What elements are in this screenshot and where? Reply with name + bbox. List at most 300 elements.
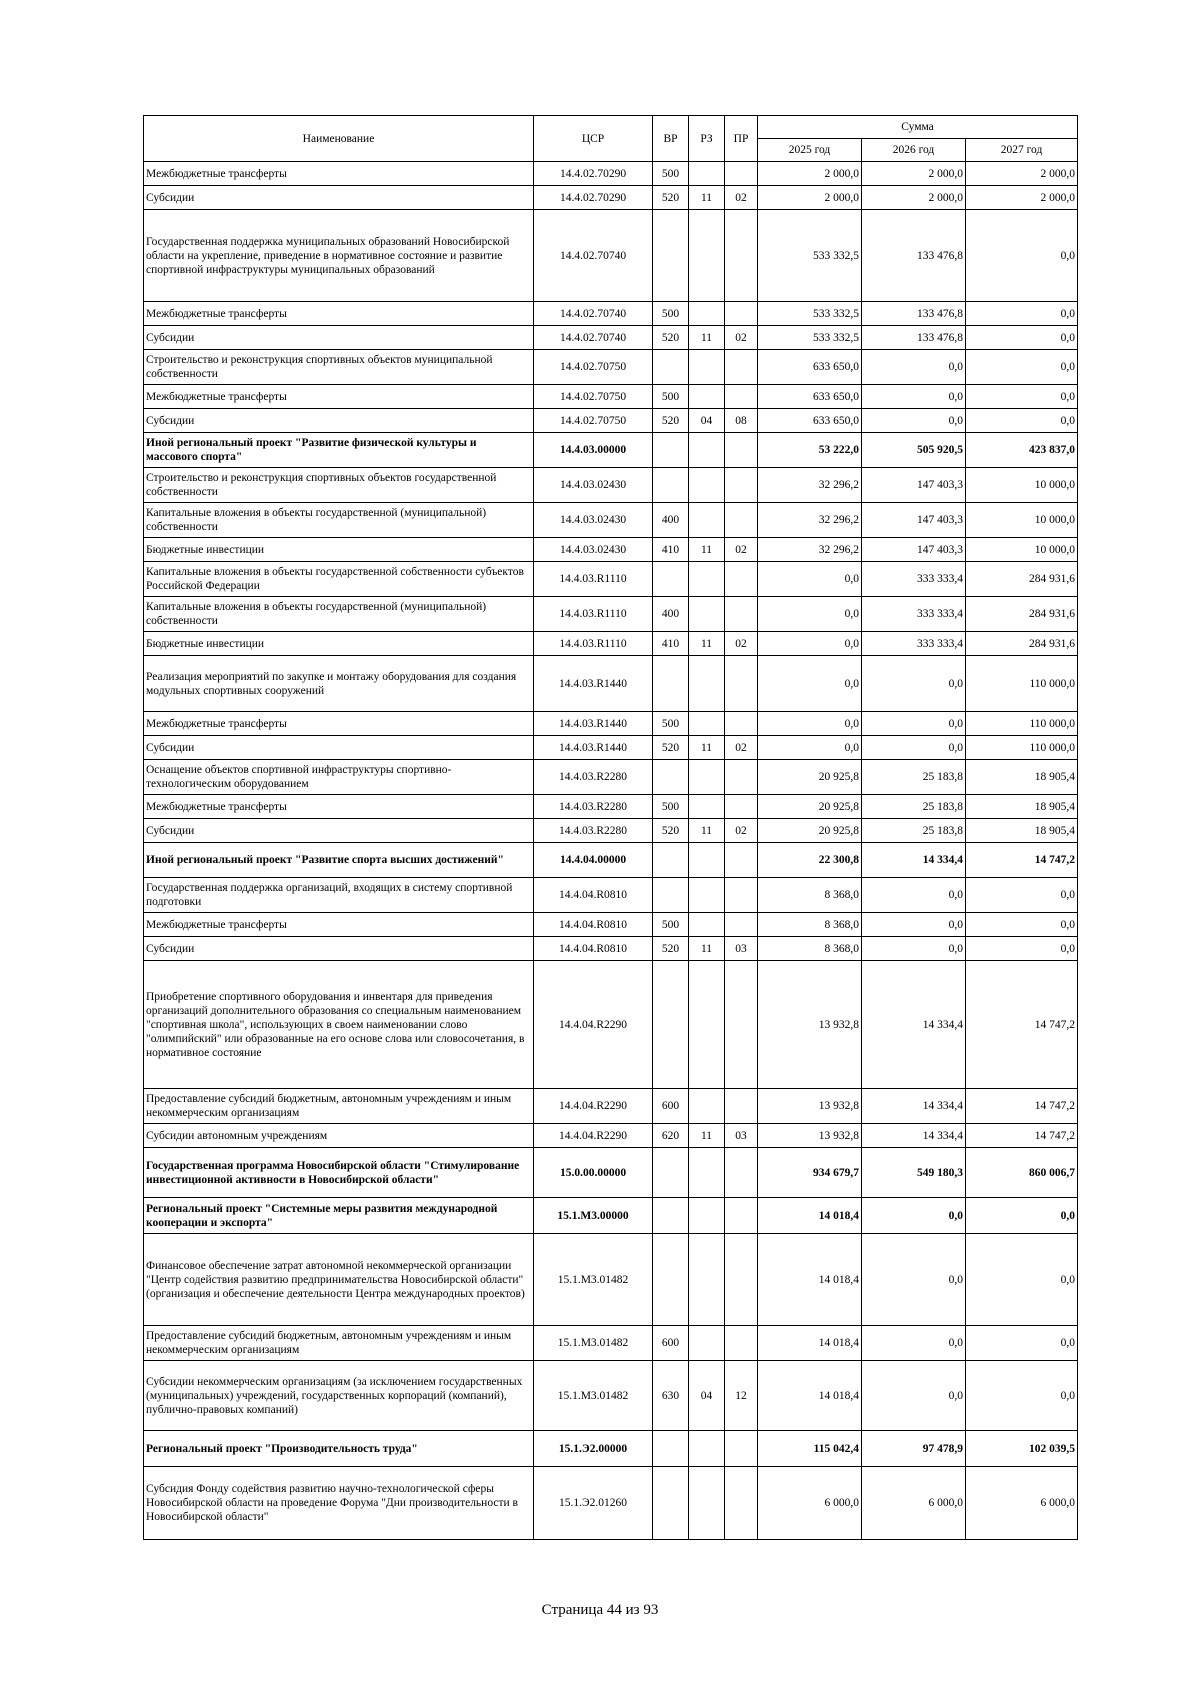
row-vr [653,961,689,1089]
table-row [144,468,1078,503]
row-rz [689,1198,725,1234]
row-sum-2027: 10 000,0 [966,503,1078,538]
row-sum-2025: 13 932,8 [758,1124,862,1148]
table-row [144,961,1078,1089]
row-sum-2025: 14 018,4 [758,1198,862,1234]
table-row [144,210,1078,302]
row-rz [689,878,725,913]
row-sum-2025: 0,0 [758,597,862,632]
table-row [144,913,1078,937]
row-sum-2025: 0,0 [758,562,862,597]
row-vr [653,656,689,712]
row-rz: 11 [689,186,725,210]
row-sum-2026: 14 334,4 [862,961,966,1089]
row-name: Межбюджетные трансферты [144,712,534,736]
row-name: Реализация мероприятий по закупке и монтажу оборудования для создания модульных спортивных сооружений [144,656,534,712]
row-name: Межбюджетные трансферты [144,302,534,326]
table-row-program [144,1431,1078,1467]
row-name: Предоставление субсидий бюджетным, автономным учреждениям и иным некоммерческим организациям [144,1326,534,1361]
row-csr: 14.4.03.R2280 [534,819,653,843]
row-pr: 03 [725,1124,758,1148]
row-sum-2026: 133 476,8 [862,210,966,302]
row-vr: 520 [653,409,689,433]
table-row-program [144,1198,1078,1234]
row-pr [725,468,758,503]
table-row [144,1234,1078,1326]
row-name: Субсидии [144,819,534,843]
row-csr: 14.4.02.70290 [534,162,653,186]
row-name: Государственная поддержка муниципальных образований Новосибирской области на укрепление, приведение в нормативное состояние и развитие спортивной инфраструктуры муниципальных образований [144,210,534,302]
row-name: Предоставление субсидий бюджетным, автономным учреждениям и иным некоммерческим организациям [144,1089,534,1124]
row-sum-2027: 2 000,0 [966,162,1078,186]
row-vr: 600 [653,1089,689,1124]
table-row [144,878,1078,913]
header-csr: ЦСР [534,116,653,162]
row-pr: 02 [725,736,758,760]
row-rz: 11 [689,326,725,350]
table-row [144,562,1078,597]
row-pr [725,210,758,302]
row-vr [653,760,689,795]
table-row [144,1467,1078,1540]
row-sum-2025: 22 300,8 [758,843,862,878]
table-row-program [144,433,1078,468]
row-vr: 520 [653,326,689,350]
row-vr: 520 [653,937,689,961]
table-row [144,1089,1078,1124]
row-pr [725,503,758,538]
row-vr [653,350,689,385]
table-row [144,712,1078,736]
row-pr [725,1198,758,1234]
row-rz [689,350,725,385]
row-csr: 14.4.03.02430 [534,468,653,503]
row-pr [725,843,758,878]
row-name: Межбюджетные трансферты [144,913,534,937]
row-pr [725,385,758,409]
row-vr [653,1431,689,1467]
row-sum-2025: 0,0 [758,736,862,760]
row-pr [725,562,758,597]
row-sum-2026: 2 000,0 [862,162,966,186]
row-name: Государственная программа Новосибирской области "Стимулирование инвестиционной активности в Новосибирской области" [144,1148,534,1198]
row-pr [725,1467,758,1540]
row-csr: 15.1.М3.01482 [534,1326,653,1361]
row-name: Бюджетные инвестиции [144,538,534,562]
row-name: Иной региональный проект "Развитие физической культуры и массового спорта" [144,433,534,468]
row-sum-2025: 13 932,8 [758,961,862,1089]
row-csr: 15.0.00.00000 [534,1148,653,1198]
row-sum-2025: 13 932,8 [758,1089,862,1124]
row-sum-2026: 147 403,3 [862,503,966,538]
row-rz [689,961,725,1089]
row-sum-2026: 0,0 [862,1234,966,1326]
row-csr: 14.4.04.R2290 [534,1124,653,1148]
row-sum-2025: 115 042,4 [758,1431,862,1467]
row-vr [653,1234,689,1326]
row-sum-2026: 549 180,3 [862,1148,966,1198]
row-pr: 08 [725,409,758,433]
row-csr: 15.1.М3.01482 [534,1361,653,1431]
row-csr: 14.4.03.R1110 [534,597,653,632]
row-csr: 14.4.02.70750 [534,385,653,409]
row-rz [689,562,725,597]
row-csr: 15.1.Э2.01260 [534,1467,653,1540]
table-row [144,632,1078,656]
row-csr: 14.4.02.70740 [534,302,653,326]
row-name: Государственная поддержка организаций, входящих в систему спортивной подготовки [144,878,534,913]
row-sum-2026: 25 183,8 [862,760,966,795]
row-rz: 11 [689,538,725,562]
row-sum-2025: 0,0 [758,656,862,712]
row-rz [689,162,725,186]
table-row [144,597,1078,632]
row-pr [725,162,758,186]
row-rz: 11 [689,937,725,961]
table-row [144,302,1078,326]
row-rz [689,468,725,503]
row-sum-2026: 6 000,0 [862,1467,966,1540]
row-name: Субсидии [144,736,534,760]
row-rz: 11 [689,1124,725,1148]
row-sum-2027: 110 000,0 [966,736,1078,760]
row-vr: 630 [653,1361,689,1431]
row-sum-2025: 2 000,0 [758,162,862,186]
row-sum-2027: 18 905,4 [966,795,1078,819]
row-sum-2025: 934 679,7 [758,1148,862,1198]
row-sum-2026: 14 334,4 [862,1089,966,1124]
row-sum-2026: 0,0 [862,1326,966,1361]
row-name: Субсидии [144,326,534,350]
row-name: Приобретение спортивного оборудования и инвентаря для приведения организаций дополнительного образования со специальным наименованием "спортивная школа", использующих в своем наименовании слово "олимпийский" или образованные на его основе слова или словосочетания, в нормативное состояние [144,961,534,1089]
row-sum-2026: 0,0 [862,1198,966,1234]
table-row [144,1326,1078,1361]
row-csr: 14.4.03.R1440 [534,736,653,760]
row-sum-2027: 10 000,0 [966,468,1078,503]
row-name: Межбюджетные трансферты [144,385,534,409]
row-sum-2027: 0,0 [966,1361,1078,1431]
row-sum-2026: 0,0 [862,1361,966,1431]
row-vr: 500 [653,913,689,937]
table-row [144,656,1078,712]
row-name: Субсидия Фонду содействия развитию научно-технологической сферы Новосибирской области на проведение Форума "Дни производительности в Новосибирской области" [144,1467,534,1540]
table-row [144,326,1078,350]
row-csr: 15.1.М3.00000 [534,1198,653,1234]
row-sum-2025: 14 018,4 [758,1326,862,1361]
row-vr: 520 [653,186,689,210]
row-name: Капитальные вложения в объекты государственной (муниципальной) собственности [144,503,534,538]
row-pr: 02 [725,186,758,210]
row-csr: 14.4.04.R2290 [534,961,653,1089]
header-pr: ПР [725,116,758,162]
row-sum-2025: 20 925,8 [758,760,862,795]
row-pr: 12 [725,1361,758,1431]
table-row-program [144,843,1078,878]
row-rz: 11 [689,819,725,843]
row-vr [653,468,689,503]
row-vr [653,878,689,913]
row-vr: 400 [653,503,689,538]
row-pr: 02 [725,819,758,843]
table-row [144,1361,1078,1431]
row-sum-2026: 14 334,4 [862,843,966,878]
row-sum-2025: 53 222,0 [758,433,862,468]
table-row [144,538,1078,562]
row-pr [725,1326,758,1361]
row-name: Региональный проект "Производительность труда" [144,1431,534,1467]
row-sum-2025: 8 368,0 [758,878,862,913]
row-sum-2026: 147 403,3 [862,468,966,503]
row-vr [653,562,689,597]
row-name: Субсидии некоммерческим организациям (за исключением государственных (муниципальных) учреждений, государственных корпораций (компаний), публично-правовых компаний) [144,1361,534,1431]
row-sum-2026: 133 476,8 [862,302,966,326]
row-sum-2027: 6 000,0 [966,1467,1078,1540]
row-pr [725,350,758,385]
header-sum: Сумма [758,116,1078,139]
row-csr: 14.4.03.02430 [534,503,653,538]
row-rz [689,597,725,632]
row-csr: 14.4.02.70740 [534,210,653,302]
row-sum-2025: 8 368,0 [758,913,862,937]
row-sum-2027: 0,0 [966,302,1078,326]
row-pr [725,597,758,632]
row-pr [725,1234,758,1326]
row-rz [689,913,725,937]
header-year-2027: 2027 год [966,139,1078,162]
row-rz [689,1089,725,1124]
row-sum-2025: 2 000,0 [758,186,862,210]
row-sum-2026: 0,0 [862,409,966,433]
row-sum-2025: 533 332,5 [758,302,862,326]
header-name: Наименование [144,116,534,162]
table-row [144,795,1078,819]
table-row [144,819,1078,843]
row-csr: 14.4.04.R0810 [534,913,653,937]
row-sum-2027: 110 000,0 [966,656,1078,712]
row-sum-2025: 633 650,0 [758,385,862,409]
row-csr: 14.4.04.R0810 [534,937,653,961]
row-vr [653,843,689,878]
row-sum-2027: 284 931,6 [966,632,1078,656]
row-rz [689,795,725,819]
header-year-2025: 2025 год [758,139,862,162]
row-vr [653,1467,689,1540]
row-rz [689,302,725,326]
row-sum-2025: 533 332,5 [758,210,862,302]
row-rz [689,843,725,878]
row-name: Межбюджетные трансферты [144,795,534,819]
row-vr [653,1198,689,1234]
row-sum-2027: 14 747,2 [966,961,1078,1089]
row-sum-2027: 0,0 [966,350,1078,385]
row-sum-2027: 0,0 [966,937,1078,961]
row-name: Региональный проект "Системные меры развития международной кооперации и экспорта" [144,1198,534,1234]
row-csr: 14.4.03.R1110 [534,562,653,597]
row-vr: 410 [653,538,689,562]
table-row [144,186,1078,210]
table-row [144,162,1078,186]
table-row-program [144,1148,1078,1198]
row-sum-2026: 133 476,8 [862,326,966,350]
row-sum-2027: 18 905,4 [966,760,1078,795]
row-sum-2027: 0,0 [966,1326,1078,1361]
row-rz [689,656,725,712]
row-sum-2025: 14 018,4 [758,1234,862,1326]
row-vr: 520 [653,819,689,843]
row-sum-2027: 0,0 [966,1234,1078,1326]
row-sum-2027: 423 837,0 [966,433,1078,468]
row-csr: 14.4.04.R2290 [534,1089,653,1124]
table-row [144,937,1078,961]
table-header [144,116,1078,162]
row-sum-2027: 102 039,5 [966,1431,1078,1467]
row-vr: 500 [653,302,689,326]
row-pr [725,795,758,819]
row-pr: 02 [725,326,758,350]
row-pr: 02 [725,538,758,562]
row-sum-2027: 0,0 [966,409,1078,433]
row-pr [725,961,758,1089]
row-sum-2025: 633 650,0 [758,350,862,385]
row-rz [689,1234,725,1326]
row-csr: 14.4.04.00000 [534,843,653,878]
row-sum-2026: 2 000,0 [862,186,966,210]
budget-table [143,115,1078,1540]
row-name: Капитальные вложения в объекты государственной собственности субъектов Российской Федерации [144,562,534,597]
row-sum-2027: 14 747,2 [966,1089,1078,1124]
header-year-2026: 2026 год [862,139,966,162]
row-sum-2026: 333 333,4 [862,597,966,632]
row-name: Межбюджетные трансферты [144,162,534,186]
row-rz: 04 [689,1361,725,1431]
row-sum-2025: 633 650,0 [758,409,862,433]
row-rz [689,1467,725,1540]
row-sum-2025: 0,0 [758,632,862,656]
row-sum-2026: 0,0 [862,385,966,409]
row-sum-2026: 147 403,3 [862,538,966,562]
row-pr: 03 [725,937,758,961]
row-name: Бюджетные инвестиции [144,632,534,656]
table-row [144,385,1078,409]
row-csr: 14.4.03.R1110 [534,632,653,656]
row-vr: 400 [653,597,689,632]
row-sum-2025: 32 296,2 [758,538,862,562]
row-pr [725,712,758,736]
row-sum-2027: 0,0 [966,210,1078,302]
row-rz [689,760,725,795]
row-name: Субсидии [144,409,534,433]
row-vr: 600 [653,1326,689,1361]
row-pr [725,1089,758,1124]
row-sum-2025: 32 296,2 [758,503,862,538]
row-pr [725,878,758,913]
row-csr: 14.4.03.R1440 [534,712,653,736]
row-name: Субсидии [144,186,534,210]
row-sum-2027: 14 747,2 [966,1124,1078,1148]
row-csr: 14.4.03.R1440 [534,656,653,712]
row-sum-2027: 110 000,0 [966,712,1078,736]
row-pr [725,1148,758,1198]
row-vr [653,1148,689,1198]
row-sum-2026: 0,0 [862,656,966,712]
row-rz: 11 [689,632,725,656]
row-name: Финансовое обеспечение затрат автономной некоммерческой организации "Центр содействия развитию предпринимательства Новосибирской области" (организация и обеспечение деятельности Центра международных проектов) [144,1234,534,1326]
row-csr: 14.4.02.70740 [534,326,653,350]
table-row [144,350,1078,385]
row-name: Строительство и реконструкция спортивных объектов государственной собственности [144,468,534,503]
row-sum-2026: 333 333,4 [862,632,966,656]
row-vr: 410 [653,632,689,656]
row-csr: 14.4.02.70750 [534,350,653,385]
row-rz [689,385,725,409]
row-sum-2026: 0,0 [862,736,966,760]
row-rz [689,1326,725,1361]
row-sum-2026: 0,0 [862,878,966,913]
row-sum-2025: 20 925,8 [758,795,862,819]
row-vr: 500 [653,795,689,819]
row-sum-2027: 0,0 [966,1198,1078,1234]
row-sum-2026: 0,0 [862,937,966,961]
row-sum-2026: 0,0 [862,712,966,736]
row-sum-2026: 333 333,4 [862,562,966,597]
row-name: Капитальные вложения в объекты государственной (муниципальной) собственности [144,597,534,632]
row-vr: 500 [653,385,689,409]
row-sum-2026: 25 183,8 [862,795,966,819]
row-pr [725,1431,758,1467]
row-csr: 14.4.03.02430 [534,538,653,562]
row-vr: 520 [653,736,689,760]
row-rz [689,712,725,736]
row-sum-2025: 533 332,5 [758,326,862,350]
row-csr: 14.4.04.R0810 [534,878,653,913]
table-row [144,503,1078,538]
row-csr: 14.4.02.70750 [534,409,653,433]
table-row [144,409,1078,433]
row-sum-2025: 14 018,4 [758,1361,862,1431]
row-name: Оснащение объектов спортивной инфраструктуры спортивно-технологическим оборудованием [144,760,534,795]
row-sum-2027: 0,0 [966,326,1078,350]
row-sum-2026: 14 334,4 [862,1124,966,1148]
table-row [144,1124,1078,1148]
row-sum-2027: 0,0 [966,913,1078,937]
row-sum-2025: 6 000,0 [758,1467,862,1540]
row-pr: 02 [725,632,758,656]
row-sum-2027: 10 000,0 [966,538,1078,562]
table-row [144,736,1078,760]
row-sum-2025: 0,0 [758,712,862,736]
row-csr: 14.4.03.00000 [534,433,653,468]
row-name: Субсидии [144,937,534,961]
row-rz: 11 [689,736,725,760]
row-rz [689,210,725,302]
row-csr: 14.4.03.R2280 [534,795,653,819]
row-rz [689,433,725,468]
row-sum-2025: 32 296,2 [758,468,862,503]
row-csr: 15.1.М3.01482 [534,1234,653,1326]
row-vr [653,433,689,468]
header-vr: ВР [653,116,689,162]
row-vr: 620 [653,1124,689,1148]
row-sum-2026: 25 183,8 [862,819,966,843]
row-vr: 500 [653,162,689,186]
row-sum-2027: 284 931,6 [966,597,1078,632]
row-name: Строительство и реконструкция спортивных объектов муниципальной собственности [144,350,534,385]
page-number: Страница 44 из 93 [541,1602,659,1618]
row-sum-2026: 505 920,5 [862,433,966,468]
row-vr [653,210,689,302]
row-sum-2027: 0,0 [966,878,1078,913]
row-pr [725,302,758,326]
